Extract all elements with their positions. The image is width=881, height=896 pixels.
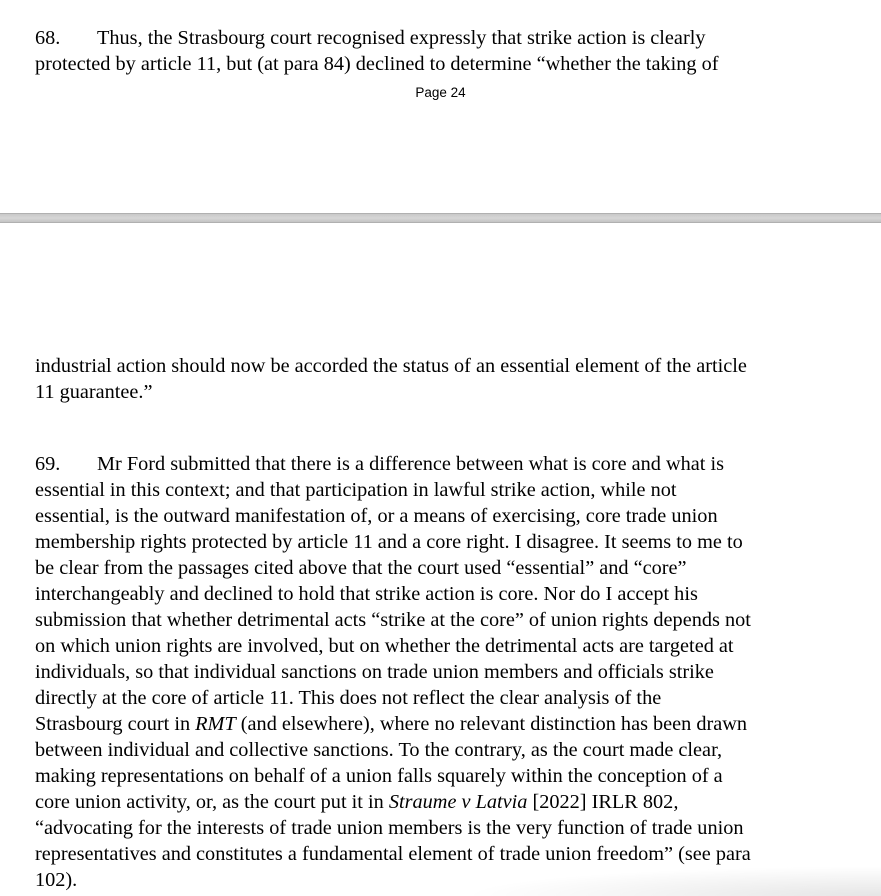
page-25 bbox=[0, 223, 881, 896]
paragraph-69-line: making representations on behalf of a union falls squarely within the conception of a bbox=[35, 765, 723, 787]
paragraph-69-line: between individual and collective sanctions. To the contrary, as the court made clear, bbox=[35, 739, 723, 761]
paragraph-69 bbox=[35, 451, 855, 893]
paragraph-69-line-rmt: Strasbourg court in RMT (and elsewhere), where no relevant distinction has been drawn bbox=[35, 713, 748, 735]
paragraph-69-line: essential in this context; and that participation in lawful strike action, while not bbox=[35, 479, 677, 501]
paragraph-69-line: directly at the core of article 11. This does not reflect the clear analysis of the bbox=[35, 687, 662, 709]
continuation-line-2: 11 guarantee.” bbox=[35, 381, 153, 403]
paragraph-number: 69. bbox=[35, 453, 61, 475]
paragraph-69-line: representatives and constitutes a fundamental element of trade union freedom” (see para bbox=[35, 843, 751, 865]
paragraph-68-line-1: 68. Thus, the Strasbourg court recognised expressly that strike action is clearly bbox=[35, 27, 706, 49]
page-number: Page 24 bbox=[415, 85, 466, 100]
paragraph-69-line: essential, is the outward manifestation of, or a means of exercising, core trade union bbox=[35, 505, 718, 527]
paragraph-69-line-straume: core union activity, or, as the court put it in Straume v Latvia [2022] IRLR 802, bbox=[35, 791, 679, 813]
paragraph-69-line: individuals, so that individual sanctions on trade union members and officials strike bbox=[35, 661, 714, 683]
paragraph-69-line: membership rights protected by article 11 and a core right. I disagree. It seems to me to bbox=[35, 531, 743, 553]
case-name-straume: Straume v Latvia bbox=[388, 791, 528, 813]
paragraph-69-line: 102). bbox=[35, 869, 78, 891]
page-separator bbox=[0, 213, 881, 223]
paragraph-69-line: be clear from the passages cited above that the court used “essential” and “core” bbox=[35, 557, 687, 579]
continuation-line-1: industrial action should now be accorded the status of an essential element of the article bbox=[35, 355, 747, 377]
paragraph-69-line-1: 69. Mr Ford submitted that there is a difference between what is core and what is bbox=[35, 453, 725, 475]
paragraph-69-line: on which union rights are involved, but on whether the detrimental acts are targeted at bbox=[35, 635, 734, 657]
paragraph-69-line: interchangeably and declined to hold that strike action is core. Nor do I accept his bbox=[35, 583, 698, 605]
paragraph-68-continuation bbox=[35, 353, 855, 405]
paragraph-68-line-2: protected by article 11, but (at para 84) declined to determine “whether the taking of bbox=[35, 53, 719, 75]
page-24 bbox=[0, 0, 881, 213]
case-name-rmt: RMT bbox=[195, 713, 236, 735]
paragraph-69-line: “advocating for the interests of trade union members is the very function of trade union bbox=[35, 817, 744, 839]
paragraph-68 bbox=[35, 25, 855, 77]
paragraph-number: 68. bbox=[35, 27, 61, 49]
paragraph-69-line: submission that whether detrimental acts “strike at the core” of union rights depends not bbox=[35, 609, 751, 631]
